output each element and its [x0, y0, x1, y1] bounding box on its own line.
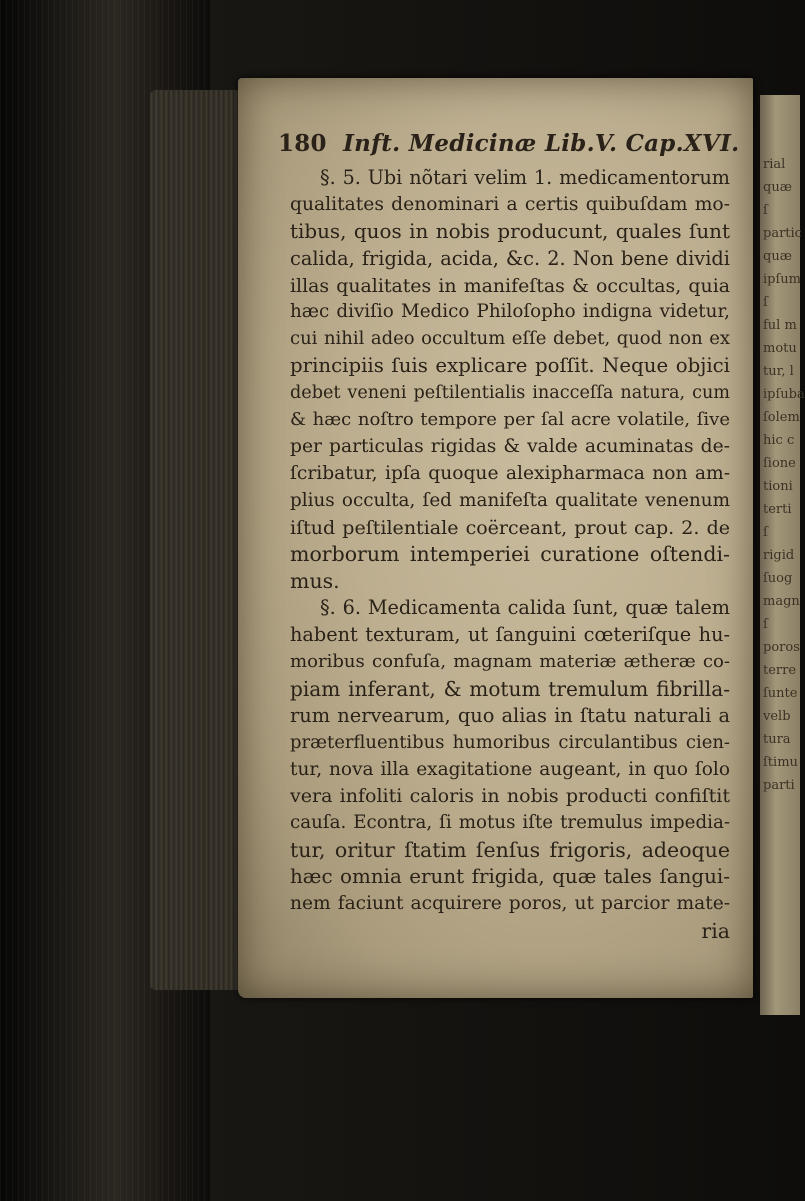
text-line: mus. [290, 569, 340, 594]
neighbor-fragment: ſolem [763, 410, 800, 425]
neighbor-fragment: ſ [763, 525, 768, 540]
text-line: rum nervearum, quo alias in ſtatu naturali a [290, 703, 730, 727]
neighbor-fragment: quæ [763, 249, 792, 264]
neighbor-fragment: ſtimu [763, 755, 798, 770]
neighbor-fragment: ſuog [763, 571, 793, 586]
text-line: moribus confuſa, magnam materiæ ætheræ co- [290, 651, 730, 673]
text-line: tur, nova illa exagitatione augeant, in quo ſolo [290, 758, 730, 780]
text-line: piam inferant, & motum tremulum fibrilla- [290, 676, 730, 701]
text-line: vera infoliti caloris in nobis producti confiſtit [290, 785, 730, 808]
text-line: præterfluentibus humoribus circulantibus cien- [290, 731, 730, 753]
text-line: §. 6. Medicamenta calida ſunt, quæ talem [320, 596, 730, 620]
text-line: tibus, quos in nobis producunt, quales ſunt [290, 219, 730, 243]
text-line: illas qualitates in manifeſtas & occultas, quia [290, 274, 730, 297]
neighbor-fragment: quæ [763, 180, 792, 195]
neighbor-fragment: ſ [763, 295, 768, 310]
page-text-block [278, 130, 740, 945]
text-line: hæc diviſio Medico Philoſopho indigna videtur, [290, 301, 730, 323]
neighbor-fragment: ful m [763, 318, 797, 333]
neighbor-page-strip [760, 95, 805, 1015]
neighbor-fragment: velb [763, 709, 791, 724]
text-line: ria [701, 918, 730, 943]
neighbor-fragment: tura [763, 732, 791, 747]
running-head-title: Inft. Medicinæ Lib.V. Cap.XVI. [343, 130, 740, 157]
neighbor-fragment: terre [763, 663, 797, 678]
neighbor-fragment: poros [763, 640, 800, 655]
text-line: cauſa. Econtra, ſi motus iſte tremulus impedia- [290, 812, 730, 834]
neighbor-fragment: parti [763, 778, 795, 793]
text-line: habent texturam, ut ſanguini cœteriſque hu- [290, 623, 730, 647]
text-line: plius occulta, ſed manifeſta qualitate venenum [290, 489, 730, 511]
neighbor-fragment: partic [763, 226, 802, 241]
text-line: tur, oritur ſtatim ſenſus frigoris, adeoque [290, 838, 730, 863]
page-number: 180 [278, 130, 327, 157]
neighbor-fragment: rial [763, 157, 786, 172]
text-line: nem faciunt acquirere poros, ut parcior mate- [290, 893, 730, 915]
neighbor-fragment: ſunte [763, 686, 798, 701]
neighbor-fragment: ipſuba [763, 387, 805, 402]
text-line: debet veneni peſtilentialis inacceſſa natura, cum [290, 383, 730, 404]
text-line: per particulas rigidas & valde acuminatas de- [290, 435, 730, 457]
body-lines [290, 165, 730, 945]
neighbor-fragment: hic c [763, 433, 795, 448]
text-line: calida, frigida, acida, &c. 2. Non bene dividi [290, 246, 730, 270]
text-line: qualitates denominari a certis quibuſdam mo- [290, 193, 730, 215]
neighbor-fragment: ſ [763, 203, 768, 218]
text-line: iſtud peſtilentiale coërceant, prout cap. 2. de [290, 516, 730, 539]
text-line: principiis ſuis explicare poſſit. Neque objici [290, 354, 730, 378]
neighbor-fragment: tioni [763, 479, 793, 494]
neighbor-fragment: rigid [763, 548, 795, 563]
text-line: §. 5. Ubi nõtari velim 1. medicamentorum [320, 166, 730, 189]
text-line: cui nihil adeo occultum eſſe debet, quod non ex [290, 328, 730, 350]
neighbor-fragment: motu [763, 341, 797, 356]
running-head [278, 130, 740, 157]
text-line: hæc omnia erunt frigida, quæ tales ſangui- [290, 865, 730, 889]
text-line: morborum intemperiei curatione oſtendi- [290, 542, 730, 567]
neighbor-fragments [760, 153, 805, 797]
text-line: & hæc noſtro tempore per ſal acre volatile, ſive [290, 409, 730, 431]
neighbor-fragment: ipſum [763, 272, 801, 287]
neighbor-fragment: tur, l [763, 364, 794, 379]
neighbor-fragment: terti [763, 502, 792, 517]
text-line: ſcribatur, ipſa quoque alexipharmaca non am- [290, 462, 730, 484]
neighbor-fragment: ſ [763, 617, 768, 632]
neighbor-fragment: magn [763, 594, 800, 609]
neighbor-fragment: ſione [763, 456, 796, 471]
